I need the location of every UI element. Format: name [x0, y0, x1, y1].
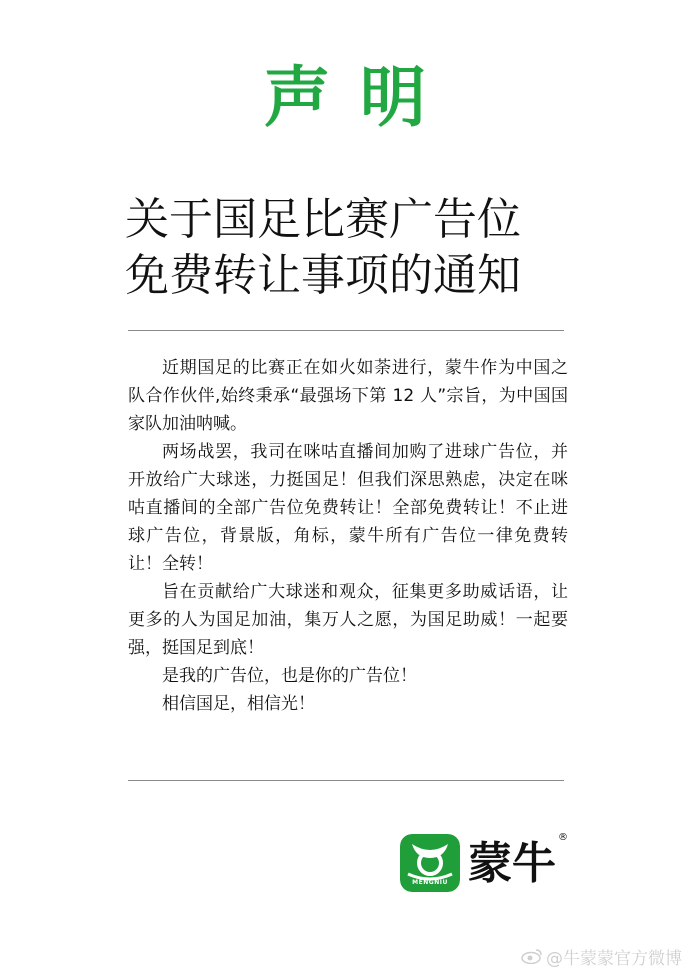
weibo-icon: [521, 948, 543, 969]
weibo-watermark: [521, 944, 682, 970]
notice-title: [125, 192, 570, 304]
notice-body: [128, 354, 568, 718]
notice-title-line-2: 免费转让事项的通知: [125, 250, 521, 301]
logo-chinese-text: 蒙牛: [468, 838, 556, 889]
notice-title-line-1: 关于国足比赛广告位: [125, 194, 521, 245]
mengniu-logo-mark: [400, 834, 460, 892]
paragraph-3: 旨在贡献给广大球迷和观众，征集更多助威话语，让更多的人为国足加油，集万人之愿，为国足助威！一起要强，挺国足到底！: [128, 582, 568, 658]
paragraph-4: 是我的广告位，也是你的广告位！: [162, 666, 417, 686]
top-divider: [128, 330, 564, 331]
mengniu-logo: [400, 834, 570, 892]
bottom-divider: [128, 780, 564, 781]
logo-english-text: MENGNIU: [412, 879, 448, 886]
paragraph-5: 相信国足，相信光！: [162, 694, 315, 714]
paragraph-2: 两场战罢，我司在咪咕直播间加购了进球广告位，并开放给广大球迷，力挺国足！但我们深思熟虑，决定在咪咕直播间的全部广告位免费转让！全部免费转让！不止进球广告位，背景版，角标，蒙牛所有广告位一律免费转让！全转！: [128, 442, 568, 574]
registered-mark: ®: [558, 832, 568, 843]
watermark-text: @牛蒙蒙官方微博: [546, 948, 682, 969]
announcement-heading: 声明: [264, 59, 456, 136]
paragraph-1: 近期国足的比赛正在如火如荼进行，蒙牛作为中国之队合作伙伴,始终秉承“最强场下第 12 人”宗旨，为中国国家队加油呐喊。: [128, 358, 568, 434]
